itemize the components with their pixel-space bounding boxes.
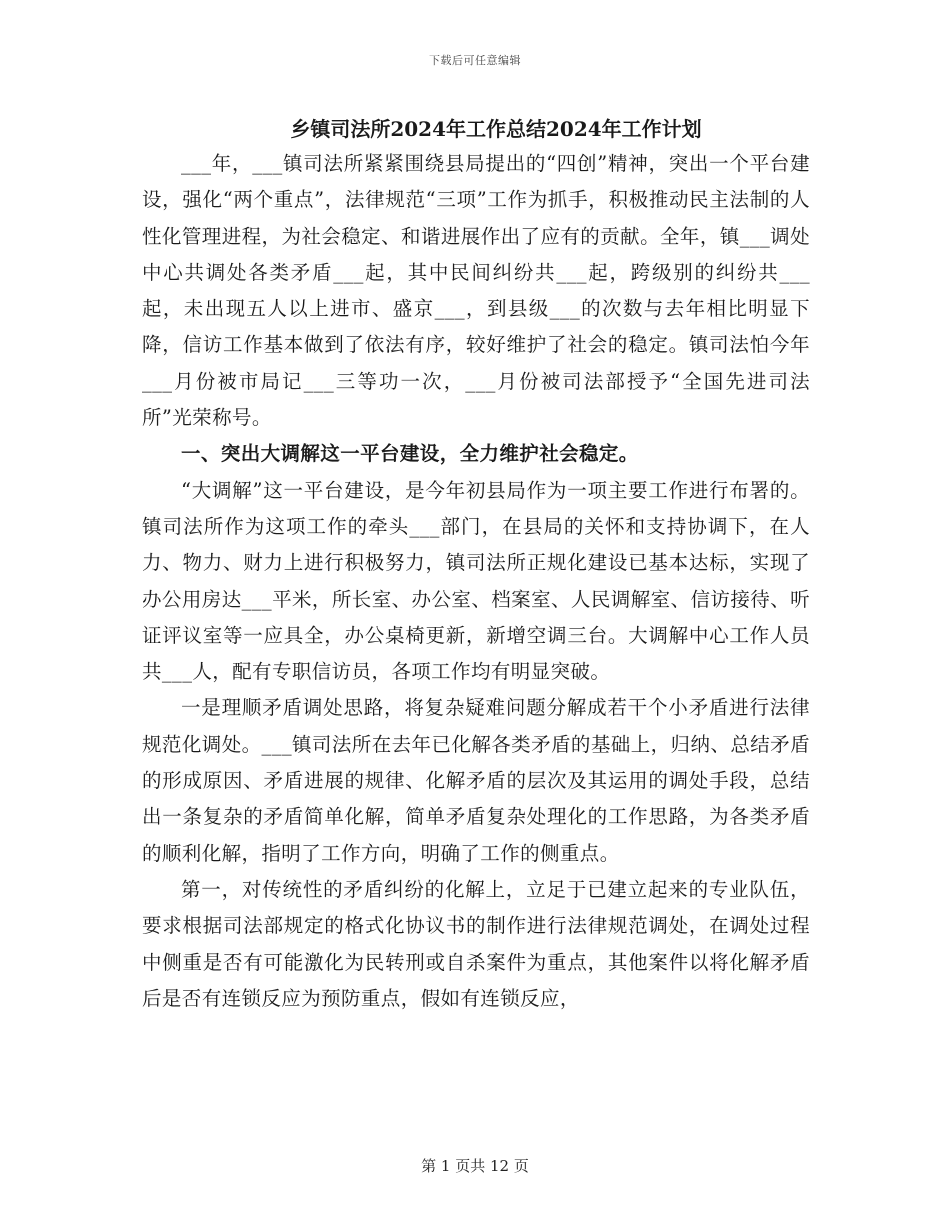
paragraph-traditional-disputes: 第一，对传统性的矛盾纠纷的化解上，立足于已建立起来的专业队伍，要求根据司法部规定的格式化协议书的制作进行法律规范调处，在调处过程中侧重是否有可能激化为民转刑或自杀案件为重点，其他案件以将化解矛盾后是否有连锁反应为预防重点，假如有连锁反应， bbox=[142, 877, 810, 1010]
page-number: 第 1 页共 12 页 bbox=[421, 1157, 529, 1175]
page-header-note: 下载后可任意编辑 bbox=[429, 54, 521, 67]
paragraph-intro: ___年，___镇司法所紧紧围绕县局提出的“四创”精神，突出一个平台建设，强化“两个重点”，法律规范“三项”工作为抓手，积极推动民主法制的人性化管理进程，为社会稳定、和谐进展作出了应有的贡献。全年，镇___调处中心共调处各类矛盾___起，其中民间纠纷共___起，跨级别的纠纷共___起，未出现五人以上进市、盛京___，到县级___的次数与去年相比明显下降，信访工作基本做到了依法有序，较好维护了社会的稳定。镇司法怕今年___月份被市局记___三等功一次，___月份被司法部授予“全国先进司法所”光荣称号。 bbox=[142, 152, 810, 430]
paragraph-conflict-approach: 一是理顺矛盾调处思路，将复杂疑难问题分解成若干个小矛盾进行法律规范化调处。___镇司法所在去年已化解各类矛盾的基础上，归纳、总结矛盾的形成原因、矛盾进展的规律、化解矛盾的层次及其运用的调处手段，总结出一条复杂的矛盾简单化解，简单矛盾复杂处理化的工作思路，为各类矛盾的顺利化解，指明了工作方向，明确了工作的侧重点。 bbox=[142, 696, 810, 865]
document-body bbox=[142, 112, 810, 1017]
paragraph-mediation-platform: “大调解”这一平台建设，是今年初县局作为一项主要工作进行布署的。镇司法所作为这项工作的牵头___部门，在县局的关怀和支持协调下，在人力、物力、财力上进行积极努力，镇司法所正规化建设已基本达标，实现了办公用房达___平米，所长室、办公室、档案室、人民调解室、信访接待、听证评议室等一应具全，办公桌椅更新，新增空调三台。大调解中心工作人员共___人，配有专职信访员，各项工作均有明显突破。 bbox=[142, 478, 810, 684]
document-paragraphs bbox=[142, 146, 810, 1017]
section-heading-1: 一、突出大调解这一平台建设，全力维护社会稳定。 bbox=[181, 442, 639, 466]
document-title: 乡镇司法所2024年工作总结2024年工作计划 bbox=[290, 117, 702, 141]
